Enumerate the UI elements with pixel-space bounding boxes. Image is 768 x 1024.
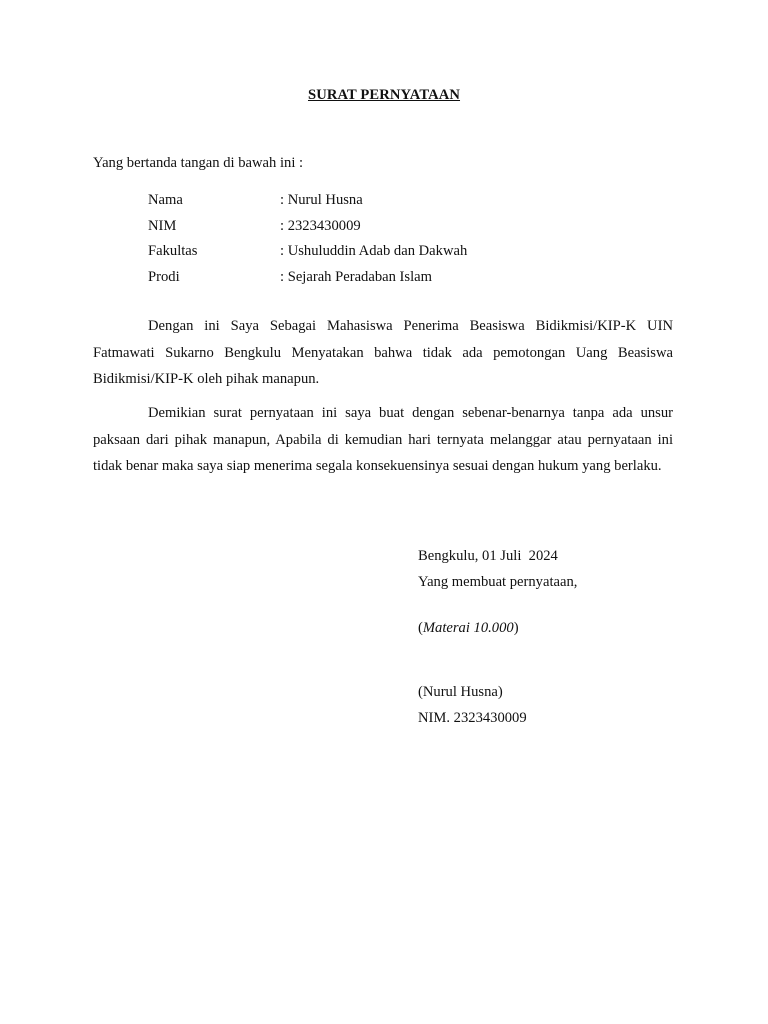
field-value: : Sejarah Peradaban Islam [280, 268, 432, 285]
statement-paragraph: Dengan ini Saya Sebagai Mahasiswa Penerima Beasiswa Bidikmisi/KIP-K UIN Fatmawati Sukarno Bengkulu Menyatakan bahwa tidak ada pemotongan Uang Beasiswa Bidikmisi/KIP-K oleh pihak manapun. [93, 318, 673, 387]
identity-fields [148, 190, 467, 292]
signer-nim: NIM. 2323430009 [418, 710, 527, 726]
place-date: Bengkulu, 01 Juli 2024 [418, 548, 558, 564]
materai-open: ( [418, 620, 423, 636]
materai-text: Materai 10.000 [422, 620, 514, 636]
maker-label: Yang membuat pernyataan, [418, 574, 578, 590]
closing-paragraph: Demikian surat pernyataan ini saya buat dengan sebenar-benarnya tanpa ada unsur paksaan dari pihak manapun, Apabila di kemudian hari ternyata melanggar atau pernyataan ini tidak benar maka saya siap menerima segala konsekuensinya sesuai dengan hukum yang berlaku. [93, 405, 673, 474]
field-label: NIM [148, 217, 177, 234]
field-row-prodi [148, 267, 467, 293]
field-value: : Ushuluddin Adab dan Dakwah [280, 243, 468, 259]
field-value: : Nurul Husna [280, 192, 363, 208]
signer-name: (Nurul Husna) [418, 684, 503, 700]
document-title: SURAT PERNYATAAN [307, 87, 461, 103]
intro-text: Yang bertanda tangan di bawah ini : [93, 155, 304, 171]
materai-stamp [418, 618, 577, 638]
field-row-nama [148, 190, 467, 216]
field-label: Prodi [148, 268, 180, 285]
field-label: Fakultas [148, 243, 198, 259]
signature-block [418, 546, 577, 728]
field-row-nim [148, 216, 467, 242]
field-row-fakultas [148, 241, 467, 267]
field-label: Nama [148, 192, 183, 208]
field-value: : 2323430009 [280, 217, 361, 234]
materai-close: ) [513, 620, 519, 636]
